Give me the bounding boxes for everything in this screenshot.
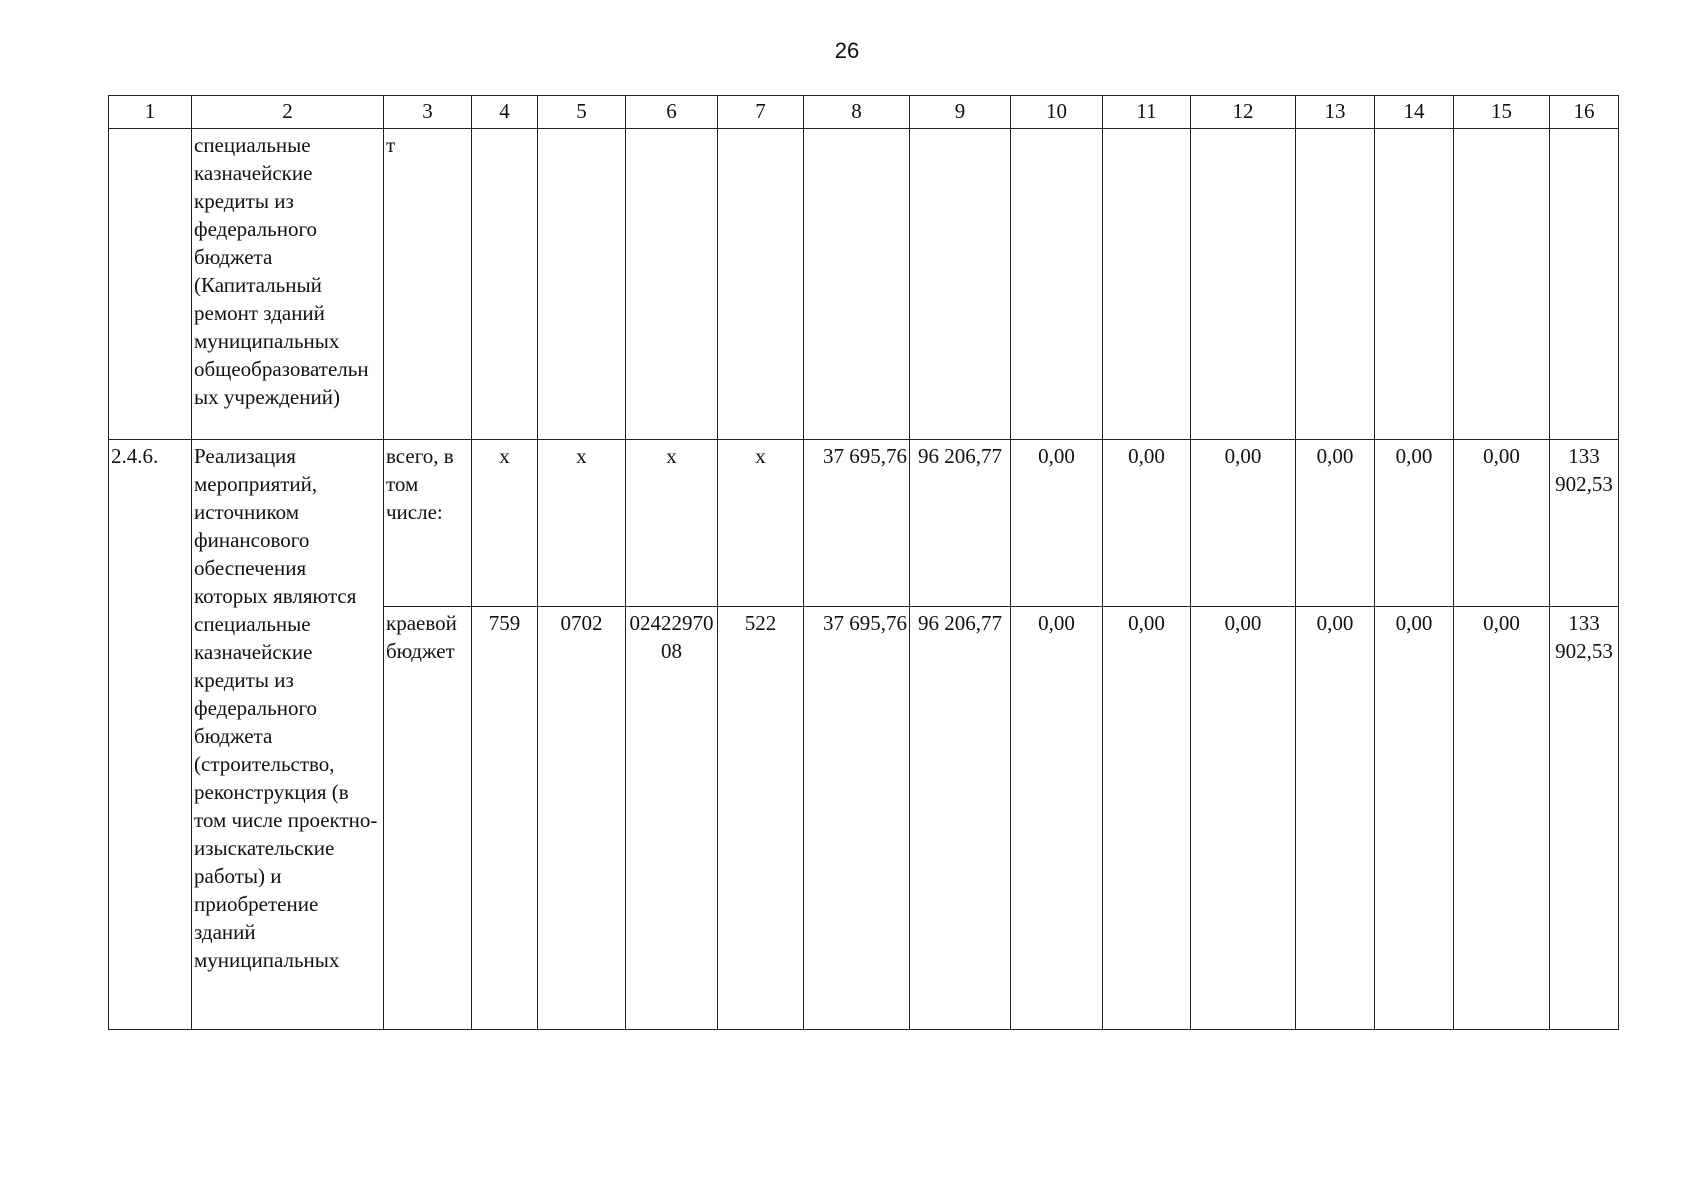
table-cell: 0,00 bbox=[1011, 440, 1103, 607]
header-row bbox=[109, 96, 1619, 129]
table-cell: 96 206,77 bbox=[910, 607, 1011, 1030]
funding-source: краевой бюджет bbox=[384, 607, 472, 1030]
item-description: Реализация мероприятий, источником финансового обеспечения которых являются специальные казначейские кредиты из федерального бюджета (строительство, реконструкция (в том числе проектно-изыскательские работы) и приобретение зданий муниципальных bbox=[192, 440, 384, 1030]
table-cell: 0,00 bbox=[1103, 607, 1191, 1030]
table-cell bbox=[718, 129, 804, 440]
table-cell: 522 bbox=[718, 607, 804, 1030]
column-header: 10 bbox=[1011, 96, 1103, 129]
column-header: 4 bbox=[472, 96, 538, 129]
table-cell bbox=[1191, 129, 1296, 440]
table-row bbox=[109, 129, 1619, 440]
table-cell bbox=[626, 129, 718, 440]
table-cell: 0,00 bbox=[1296, 440, 1375, 607]
table-cell bbox=[910, 129, 1011, 440]
column-header: 3 bbox=[384, 96, 472, 129]
table-cell: 0,00 bbox=[1103, 440, 1191, 607]
table-cell: 0,00 bbox=[1191, 440, 1296, 607]
page-number: 26 bbox=[834, 38, 860, 63]
table-cell bbox=[1103, 129, 1191, 440]
table-cell: х bbox=[538, 440, 626, 607]
column-header: 11 bbox=[1103, 96, 1191, 129]
item-number: 2.4.6. bbox=[109, 440, 192, 1030]
table-cell: х bbox=[718, 440, 804, 607]
table-cell: 0,00 bbox=[1454, 440, 1550, 607]
funding-source: всего, в том числе: bbox=[384, 440, 472, 607]
table-cell: 0,00 bbox=[1296, 607, 1375, 1030]
column-header: 14 bbox=[1375, 96, 1454, 129]
column-header: 13 bbox=[1296, 96, 1375, 129]
table-cell: 37 695,76 bbox=[804, 440, 910, 607]
table-cell bbox=[1296, 129, 1375, 440]
table-cell: 0,00 bbox=[1011, 607, 1103, 1030]
table-cell bbox=[109, 129, 192, 440]
budget-table bbox=[108, 95, 1619, 1030]
table-cell bbox=[1011, 129, 1103, 440]
table-cell bbox=[804, 129, 910, 440]
column-header: 1 bbox=[109, 96, 192, 129]
table-cell: 37 695,76 bbox=[804, 607, 910, 1030]
table-cell bbox=[472, 129, 538, 440]
column-header: 16 bbox=[1550, 96, 1619, 129]
column-header: 5 bbox=[538, 96, 626, 129]
column-header: 2 bbox=[192, 96, 384, 129]
table-cell: 759 bbox=[472, 607, 538, 1030]
column-header: 15 bbox=[1454, 96, 1550, 129]
table-cell: х bbox=[626, 440, 718, 607]
column-header: 9 bbox=[910, 96, 1011, 129]
table-cell: х bbox=[472, 440, 538, 607]
table-row bbox=[109, 440, 1619, 607]
table-cell: 133 902,53 bbox=[1550, 440, 1619, 607]
table-cell: 0,00 bbox=[1191, 607, 1296, 1030]
table-cell bbox=[1550, 129, 1619, 440]
table-cell: специальные казначейские кредиты из федерального бюджета (Капитальный ремонт зданий муниципальных общеобразовательных учреждений) bbox=[192, 129, 384, 440]
table-cell: 0,00 bbox=[1375, 440, 1454, 607]
table-cell: 133 902,53 bbox=[1550, 607, 1619, 1030]
column-header: 6 bbox=[626, 96, 718, 129]
table-cell: 96 206,77 bbox=[910, 440, 1011, 607]
table-cell bbox=[1375, 129, 1454, 440]
column-header: 8 bbox=[804, 96, 910, 129]
column-header: 12 bbox=[1191, 96, 1296, 129]
table-cell bbox=[1454, 129, 1550, 440]
table-cell bbox=[538, 129, 626, 440]
column-header: 7 bbox=[718, 96, 804, 129]
table-cell: 0,00 bbox=[1375, 607, 1454, 1030]
table-cell: т bbox=[384, 129, 472, 440]
table-cell: 0242297008 bbox=[626, 607, 718, 1030]
table-cell: 0702 bbox=[538, 607, 626, 1030]
table-cell: 0,00 bbox=[1454, 607, 1550, 1030]
